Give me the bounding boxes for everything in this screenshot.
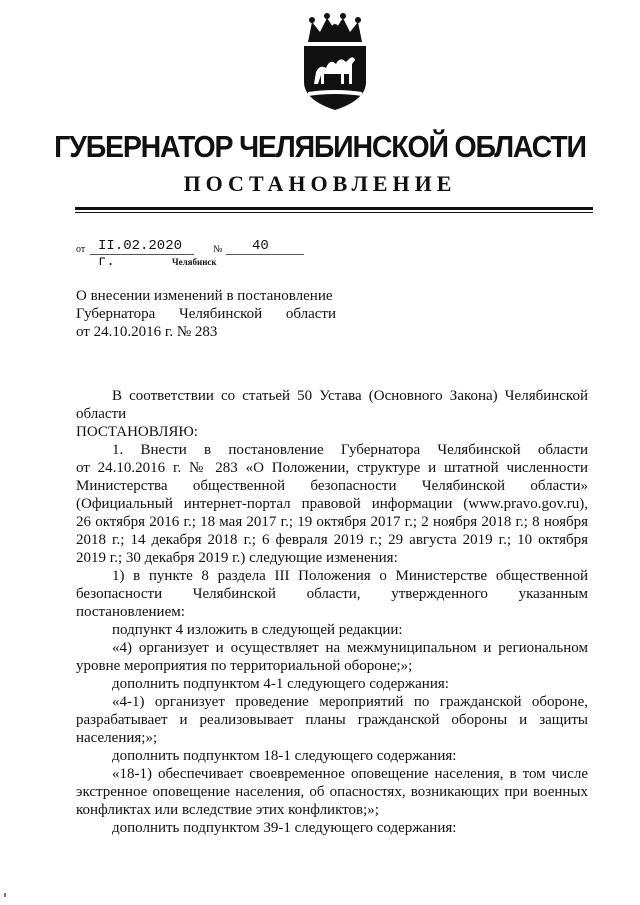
document-body xyxy=(76,387,588,837)
body-line: уровне мероприятия по территориальной обороне;»; xyxy=(76,658,413,674)
number-label: № xyxy=(213,244,223,255)
body-line: конфликтах или вследствие этих конфликтов;»; xyxy=(76,802,379,818)
body-line: разрабатывает и реализовывает планы гражданской обороны и защиты xyxy=(76,712,588,728)
body-line: дополнить подпунктом 39-1 следующего содержания: xyxy=(112,820,457,836)
body-line: «18-1) обеспечивает своевременное оповещение населения, в том числе xyxy=(112,766,588,782)
subject-line: Губернатора Челябинской области xyxy=(76,306,336,322)
body-line: дополнить подпунктом 4-1 следующего содержания: xyxy=(112,676,449,692)
city-label: Челябинск xyxy=(172,257,217,267)
document-subject xyxy=(76,287,336,341)
body-line: населения;»; xyxy=(76,730,158,746)
body-line: 1) в пункте 8 раздела III Положения о Министерстве общественной xyxy=(112,568,588,584)
body-line: 2019 г.; 30 декабря 2019 г.) следующие изменения: xyxy=(76,550,398,566)
body-line: 2018 г.; 14 декабря 2018 г.; 6 февраля 2019 г.; 29 августа 2019 г.; 10 октября xyxy=(76,532,588,548)
document-date: II.02.2020 г. xyxy=(98,238,183,270)
number-underline xyxy=(226,254,304,255)
governor-title: ГУБЕРНАТОР ЧЕЛЯБИНСКОЙ ОБЛАСТИ xyxy=(54,129,586,164)
body-line: «4-1) организует проведение мероприятий по гражданской обороне, xyxy=(112,694,588,710)
body-line: подпункт 4 изложить в следующей редакции: xyxy=(112,622,403,638)
scan-margin-mark xyxy=(4,893,6,897)
body-line: Министерства общественной безопасности Челябинской области» xyxy=(76,478,588,494)
body-line: (Официальный интернет-портал правовой информации (www.pravo.gov.ru), xyxy=(76,496,588,512)
body-line: области xyxy=(76,406,127,422)
header-divider-thin xyxy=(75,212,593,213)
body-line: «4) организует и осуществляет на межмуниципальном и региональном xyxy=(112,640,588,656)
body-line: безопасности Челябинской области, утвержденного указанным xyxy=(76,586,588,602)
coat-of-arms-icon xyxy=(294,12,376,112)
body-line: ПОСТАНОВЛЯЮ: xyxy=(76,424,198,440)
date-prefix-label: от xyxy=(76,244,86,255)
document-number: 40 xyxy=(252,238,269,254)
body-line: дополнить подпунктом 18-1 следующего содержания: xyxy=(112,748,457,764)
body-line: постановлением: xyxy=(76,604,185,620)
body-line: 1. Внести в постановление Губернатора Челябинской области xyxy=(112,442,588,458)
document-type-title: ПОСТАНОВЛЕНИЕ xyxy=(183,171,457,196)
header-divider-thick xyxy=(75,207,593,210)
subject-line: от 24.10.2016 г. № 283 xyxy=(76,324,218,340)
body-line: 26 октября 2016 г.; 18 мая 2017 г.; 19 октября 2017 г.; 2 ноября 2018 г.; 8 ноября xyxy=(76,514,588,530)
body-line: В соответствии со статьей 50 Устава (Основного Закона) Челябинской xyxy=(112,388,588,404)
subject-line: О внесении изменений в постановление xyxy=(76,288,333,304)
body-line: экстренное оповещение населения, об опасностях, возникающих при военных xyxy=(76,784,588,800)
body-line: от 24.10.2016 г. № 283 «О Положении, структуре и штатной численности xyxy=(76,460,588,476)
